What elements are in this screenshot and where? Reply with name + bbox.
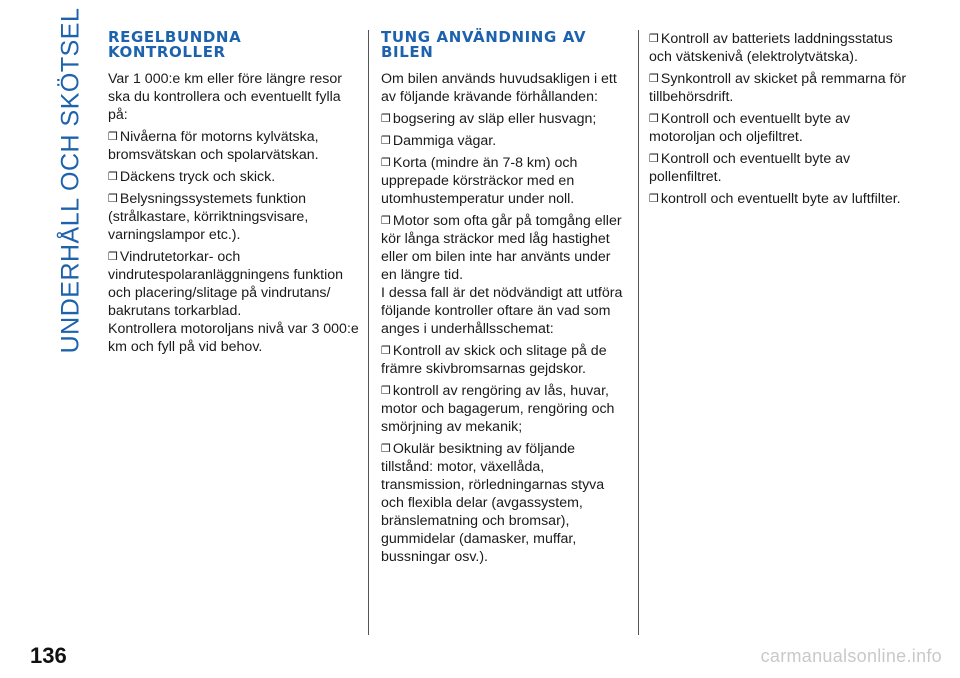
list-item: ❒ Däckens tryck och skick. — [108, 169, 276, 185]
list-item: ❒ Okulär besiktning av följande tillstånd: motor, växellåda, transmission, rörledningarnas styva och flexibla delar (avgassystem, bränslematning och bromsar), gummidelar (damasker, muffar, bussningar osv.). — [381, 441, 605, 565]
checkbox-bullet-icon: ❒ — [108, 171, 118, 183]
checkbox-bullet-icon: ❒ — [649, 193, 659, 205]
list-item: ❒ Kontroll av skick och slitage på de främre skivbromsarnas gejdskor. — [381, 343, 607, 377]
checkbox-bullet-icon: ❒ — [108, 251, 118, 263]
middle-text: I dessa fall är det nödvändigt att utföra följande kontroller oftare än vad som anges i underhållsschemat: — [381, 285, 623, 337]
heading-line-1: REGELBUNDNA — [108, 28, 242, 46]
list-item: ❒ bogsering av släp eller husvagn; — [381, 111, 597, 127]
list-item: ❒ kontroll och eventuellt byte av luftfilter. — [649, 191, 901, 207]
checkbox-bullet-icon: ❒ — [381, 385, 391, 397]
checkbox-bullet-icon: ❒ — [381, 113, 391, 125]
column-regular-checks — [108, 30, 360, 360]
section-side-title-text: UNDERHÅLL OCH SKÖTSEL — [56, 7, 85, 353]
page-number: 136 — [30, 643, 67, 668]
heading-regular-checks — [108, 30, 360, 60]
heading-heavy-use — [381, 30, 629, 60]
checkbox-bullet-icon: ❒ — [381, 215, 391, 227]
heading-line-2: BILEN — [381, 43, 434, 61]
list-item: ❒ Kontroll av batteriets laddningsstatus och vätskenivå (elektrolytvätska). — [649, 31, 893, 65]
site-watermark: carmanualsonline.info — [760, 646, 942, 666]
list-item: ❒ kontroll av rengöring av lås, huvar, motor och bagagerum, rengöring och smörjning av mekanik; — [381, 383, 615, 435]
column-divider-1 — [368, 30, 369, 635]
list-item: ❒ Synkontroll av skicket på remmarna för tillbehörsdrift. — [649, 71, 907, 105]
intro-text: Var 1 000:e km eller före längre resor ska du kontrollera och eventuellt fylla på: — [108, 71, 342, 123]
list-item: ❒ Kontroll och eventuellt byte av motoroljan och oljefiltret. — [649, 111, 851, 145]
checkbox-bullet-icon: ❒ — [649, 73, 659, 85]
checkbox-bullet-icon: ❒ — [108, 193, 118, 205]
list-item: ❒ Motor som ofta går på tomgång eller kör långa sträckor med låg hastighet eller om bilen inte har använts under en längre tid. — [381, 213, 622, 283]
heading-line-2: KONTROLLER — [108, 43, 226, 61]
intro-text: Om bilen används huvudsakligen i ett av följande krävande förhållanden: — [381, 71, 617, 105]
column-divider-2 — [638, 30, 639, 635]
checkbox-bullet-icon: ❒ — [381, 443, 391, 455]
list-item: ❒ Korta (mindre än 7-8 km) och upprepade körsträckor med en utomhustemperatur under noll. — [381, 155, 578, 207]
heading-line-1: TUNG ANVÄNDNING AV — [381, 28, 587, 46]
checkbox-bullet-icon: ❒ — [108, 131, 118, 143]
list-item: ❒ Belysningssystemets funktion (strålkastare, körriktningsvisare, varningslampor etc.). — [108, 191, 309, 243]
list-item: ❒ Kontroll och eventuellt byte av pollenfiltret. — [649, 151, 851, 185]
column-heavy-use-continued — [649, 30, 909, 212]
list-item: ❒ Nivåerna för motorns kylvätska, bromsvätskan och spolarvätskan. — [108, 129, 319, 163]
checkbox-bullet-icon: ❒ — [649, 113, 659, 125]
checkbox-bullet-icon: ❒ — [649, 153, 659, 165]
checkbox-bullet-icon: ❒ — [381, 135, 391, 147]
column-heavy-use — [381, 30, 629, 570]
outro-text: Kontrollera motoroljans nivå var 3 000:e km och fyll på vid behov. — [108, 321, 359, 355]
checkbox-bullet-icon: ❒ — [649, 33, 659, 45]
checkbox-bullet-icon: ❒ — [381, 345, 391, 357]
checkbox-bullet-icon: ❒ — [381, 157, 391, 169]
list-item: ❒ Vindrutetorkar- och vindrutespolaranläggningens funktion och placering/slitage på vindrutans/ bakrutans torkarblad. — [108, 249, 344, 319]
section-side-title — [52, 7, 90, 353]
list-item: ❒ Dammiga vägar. — [381, 133, 497, 149]
